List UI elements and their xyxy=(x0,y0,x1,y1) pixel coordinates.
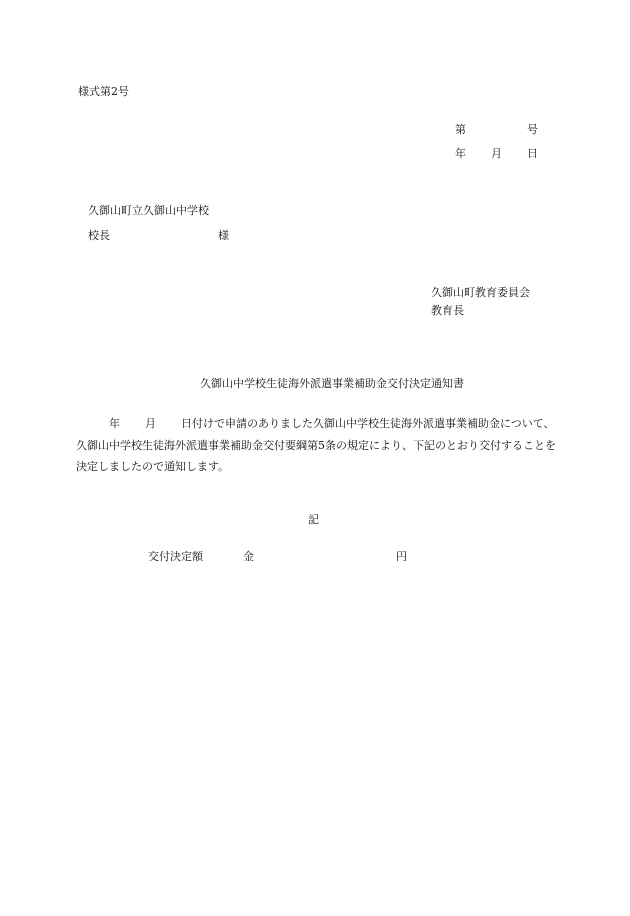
date-day-label: 日 xyxy=(527,147,538,160)
grant-unit: 円 xyxy=(396,550,407,563)
recipient-honorific: 様 xyxy=(218,229,229,242)
sender-title: 教育長 xyxy=(431,304,464,317)
body-year-label: 年 xyxy=(109,417,120,430)
body-text: 日付けで申請のありました久御山中学校生徒海外派遣事業補助金について、久御山中学校生徒海外派遣事業補助金交付要綱第5条の規定により、下記のとおり交付することを決定しましたので通知します。 xyxy=(76,417,556,473)
recipient-school: 久御山町立久御山中学校 xyxy=(88,204,209,217)
date-month-label: 月 xyxy=(491,147,502,160)
recipient-title: 校長 xyxy=(88,229,110,242)
document-number-prefix: 第 xyxy=(455,123,466,136)
ki-heading: 記 xyxy=(308,513,319,526)
body-paragraph xyxy=(76,413,556,478)
grant-label: 交付決定額 xyxy=(148,550,203,563)
sender-organization: 久御山町教育委員会 xyxy=(431,286,530,299)
body-month-label: 月 xyxy=(145,417,156,430)
document-title: 久御山中学校生徒海外派遣事業補助金交付決定通知書 xyxy=(200,377,464,390)
form-number: 様式第2号 xyxy=(78,85,129,98)
date-year-label: 年 xyxy=(455,147,466,160)
document-number-suffix: 号 xyxy=(527,123,538,136)
grant-prefix: 金 xyxy=(243,550,254,563)
